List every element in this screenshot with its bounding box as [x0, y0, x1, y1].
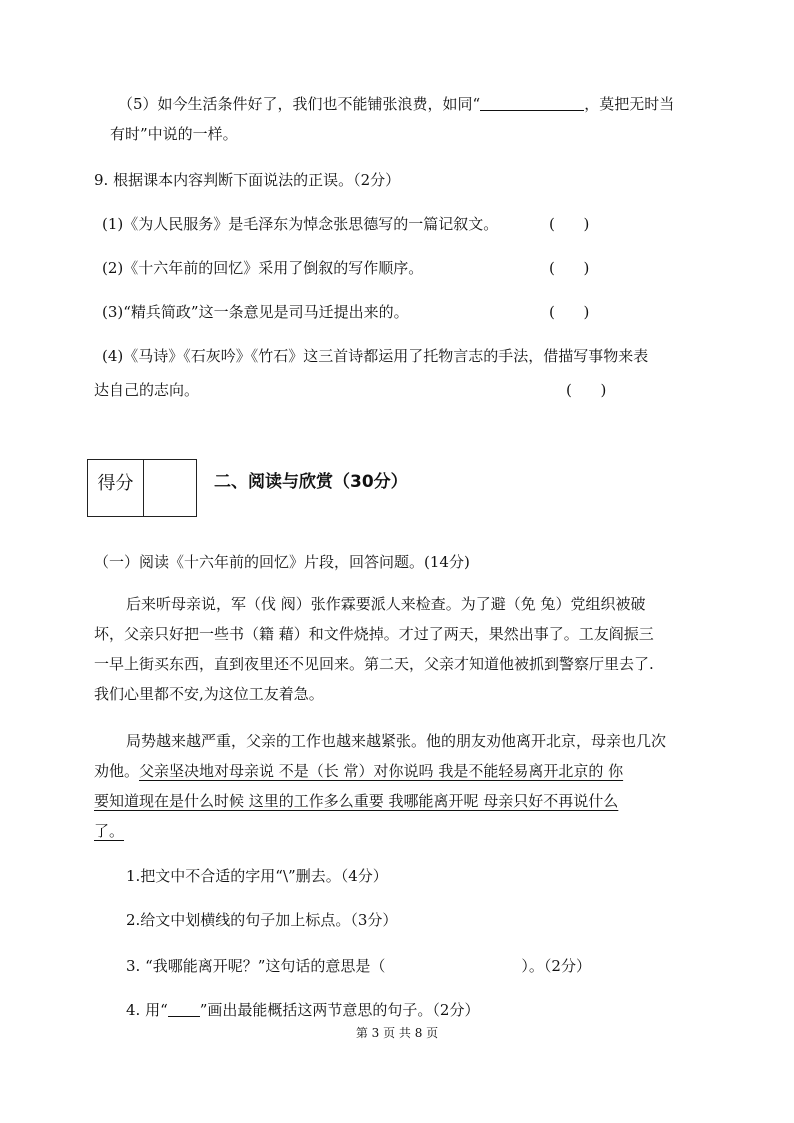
q9-title: 9. 根据课本内容判断下面说法的正误。（2分） — [94, 171, 401, 189]
question-4 — [126, 1000, 479, 1020]
q9-item-4-line1: (4)《马诗》《石灰吟》《竹石》这三首诗都运用了托物言志的手法，借描写事物来表 — [102, 347, 649, 365]
underlined-sentence-part2: 要知道现在是什么时候 这里的工作多么重要 我哪能离开呢 母亲只好不再说什么 — [94, 792, 619, 810]
question-3-score: ）。（2分） — [521, 957, 591, 975]
q8-5-text-b: ，莫把无时当 — [584, 95, 675, 113]
q9-item-4-line2: 达自己的志向。 — [94, 381, 200, 399]
passage-p2-plain: 劝他。 — [94, 762, 140, 780]
page-number: 第 3 页 共 8 页 — [355, 1026, 439, 1040]
q9-item-1: (1)《为人民服务》是毛泽东为悼念张思德写的一篇记叙文。 — [102, 215, 499, 233]
underlined-sentence-part1: 父亲坚决地对母亲说 不是（长 常）对你说吗 我是不能轻易离开北京的 你 — [139, 762, 624, 780]
passage-p1-line4: 我们心里都不安,为这位工友着急。 — [94, 685, 324, 703]
passage-p1-line2: 坏，父亲只好把一些书（籍 藉）和文件烧掉。才过了两天，果然出事了。工友阎振三 — [94, 625, 654, 643]
score-entry-cell[interactable] — [144, 460, 196, 516]
passage-p2-line1: 局势越来越严重，父亲的工作也越来越紧张。他的朋友劝他离开北京，母亲也几次 — [126, 732, 667, 750]
question-4-text-a: 4. 用“ — [126, 1001, 168, 1019]
score-label: 得分 — [88, 460, 144, 516]
reading-intro: （一）阅读《十六年前的回忆》片段，回答问题。(14分) — [94, 553, 470, 571]
passage-p1-line1: 后来听母亲说，军（伐 阀）张作霖要派人来检查。为了避（免 兔）党组织被破 — [126, 595, 646, 613]
q9-item-2: (2)《十六年前的回忆》采用了倒叙的写作顺序。 — [102, 259, 424, 277]
q9-item-3-answer[interactable]: ( ) — [549, 303, 590, 321]
passage-p2-line2 — [94, 761, 623, 781]
q8-5-line2: 有时”中说的一样。 — [110, 125, 238, 143]
question-3-text: 3. “我哪能离开呢？”这句话的意思是（ — [126, 957, 386, 975]
q9-item-2-answer[interactable]: ( ) — [549, 259, 590, 277]
underlined-sentence-part3: 了。 — [94, 822, 125, 840]
q8-5-answer-blank[interactable] — [480, 94, 584, 111]
q8-5-text-a: （5）如今生活条件好了，我们也不能铺张浪费，如同“ — [118, 95, 481, 113]
question-4-text-b: ”画出最能概括这两节意思的句子。（2分） — [199, 1001, 480, 1019]
underline-sample — [168, 1000, 200, 1017]
section-2-heading: 二、阅读与欣赏（30分） — [214, 472, 408, 492]
passage-p1-line3: 一早上街买东西，直到夜里还不见回来。第二天，父亲才知道他被抓到警察厅里去了. — [94, 655, 654, 673]
question-1: 1.把文中不合适的字用“\”删去。（4分） — [126, 867, 388, 885]
q9-item-3: (3)“精兵简政”这一条意见是司马迁提出来的。 — [102, 303, 409, 321]
score-box — [87, 459, 197, 517]
q9-item-4-answer[interactable]: ( ) — [566, 381, 607, 399]
q8-5-line1 — [118, 94, 674, 114]
question-2: 2.给文中划横线的句子加上标点。（3分） — [126, 911, 398, 929]
q9-item-1-answer[interactable]: ( ) — [549, 215, 590, 233]
question-3 — [126, 956, 591, 976]
